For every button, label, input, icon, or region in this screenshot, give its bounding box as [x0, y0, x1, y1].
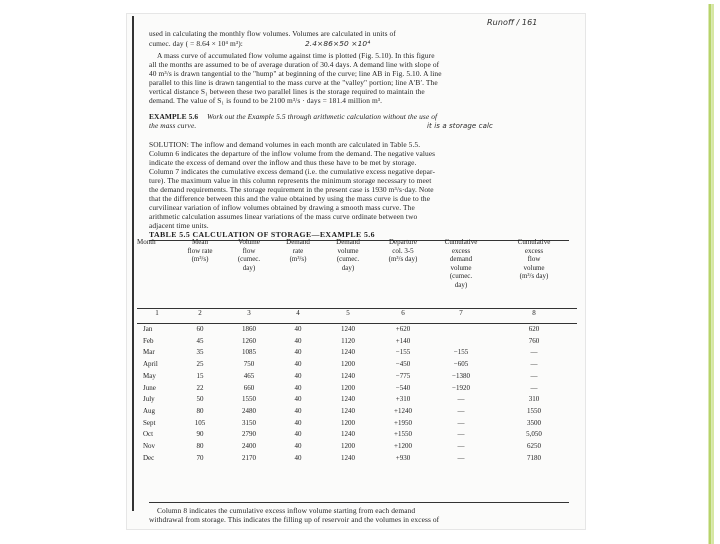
table-cell: 1860	[242, 325, 256, 333]
table-header-row	[137, 238, 577, 309]
handwritten-page-note: Runoff / 161	[487, 18, 538, 27]
column-header-line: rate	[292, 246, 304, 255]
table-cell: 2400	[242, 442, 256, 451]
paragraph-line: adjacent time units.	[149, 221, 209, 230]
table-cell: 1240	[341, 325, 355, 333]
table-column-number-row	[137, 309, 577, 324]
table-cell: −155	[453, 348, 469, 357]
table-cell: 40	[294, 336, 302, 345]
table-cell: —	[530, 348, 538, 357]
table-cell: +1550	[394, 430, 412, 439]
table-cell: 3500	[527, 418, 541, 427]
table-cell: 25	[196, 360, 204, 369]
table-cell: −540	[395, 383, 411, 392]
column-header-line: flow rate	[187, 246, 213, 255]
column-header-line: (cumec.	[449, 272, 473, 281]
table-cell	[431, 336, 491, 348]
table-cell: Jan	[143, 325, 153, 333]
table-cell: −450	[395, 360, 411, 369]
table-cell: 45	[196, 336, 204, 345]
paragraph-line: demand. The value of S₁ is found to be 2100 m³/s · days = 181.4 million m³.	[149, 96, 383, 105]
table-row	[137, 383, 577, 395]
table-cell: 40	[294, 348, 302, 357]
column-header-line: Volume	[238, 238, 260, 246]
scanned-page	[127, 14, 585, 529]
example-text: Work out the Example 5.5 through arithmetic calculation without the use of	[207, 112, 438, 121]
table-cell: 40	[294, 453, 302, 462]
paragraph-line: Column 6 indicates the departure of the inflow volume from the demand. The negative values	[149, 149, 436, 158]
column-header	[431, 238, 491, 309]
table-cell: 1120	[341, 336, 355, 345]
table-row	[137, 371, 577, 383]
column-header-line: (m³/s day)	[519, 272, 549, 281]
table-cell: 40	[294, 430, 302, 439]
table-cell: —	[457, 442, 465, 451]
table-cell: Sept	[143, 418, 156, 427]
column-header-line: Demand	[286, 238, 310, 246]
table-cell: +930	[395, 453, 411, 462]
table-cell: 1240	[341, 453, 355, 462]
table-cell: Dec	[143, 453, 155, 462]
column-header-line: day)	[341, 263, 355, 272]
column-header-line: demand	[449, 255, 473, 264]
table-cell: 6250	[527, 442, 541, 451]
table-cell: 7180	[527, 453, 541, 462]
paragraph-line: withdrawal from storage. This indicates the filling up of reservoir and the volumes in excess of	[149, 515, 440, 524]
table-cell: 760	[528, 336, 540, 345]
table-cell: 2170	[242, 453, 256, 462]
header-line: used in calculating the monthly flow volumes. Volumes are calculated in units of	[149, 29, 396, 38]
table-cell: —	[530, 360, 538, 369]
table-cell: Feb	[143, 336, 154, 345]
paragraph-line: all the months are assumed to be of average duration of 30.4 days. A demand line with slope of	[149, 60, 440, 69]
table-cell: 1240	[341, 348, 355, 357]
table-cell: 1200	[341, 442, 355, 451]
column-number: 5	[321, 309, 375, 324]
header-line: cumec. day ( = 8.64 × 10⁴ m³):	[149, 39, 243, 48]
table-cell: 60	[196, 325, 204, 333]
paragraph-line: vertical distance S₁ between these two parallel lines is the storage required to maintain the	[149, 87, 425, 96]
table-cell: —	[457, 430, 465, 439]
column-header-line: (m³/s)	[191, 255, 209, 264]
table-cell: −775	[395, 371, 411, 380]
table-cell: 1260	[242, 336, 256, 345]
table-cell: 40	[294, 325, 302, 333]
table-cell: May	[143, 371, 156, 380]
paragraph-line: parallel to this line is drawn tangential to the mass curve at the "valley" portion; line A′B′. The	[149, 78, 438, 87]
column-header	[223, 238, 275, 309]
table-cell: 1200	[341, 360, 355, 369]
table-cell: Mar	[143, 348, 155, 357]
column-number: 6	[375, 309, 431, 324]
column-number: 2	[177, 309, 223, 324]
table-cell: 1550	[242, 395, 256, 404]
column-header-line: (cumec.	[336, 255, 360, 264]
column-header-line: Cumulative	[444, 238, 478, 246]
table-cell: 1200	[341, 418, 355, 427]
table-cell: —	[457, 395, 465, 404]
table-cell: 2790	[242, 430, 256, 439]
column-header-line: volume	[337, 246, 359, 255]
table-cell: +1240	[394, 406, 412, 415]
column-header-line: volume	[523, 263, 545, 272]
table-cell: 40	[294, 360, 302, 369]
column-header-line: Demand	[336, 238, 360, 246]
table-cell: 660	[243, 383, 255, 392]
paragraph-line: the demand requirements. The storage requirement in the present case is 1930 m³/s·day. Note	[149, 185, 434, 194]
table-cell: Aug	[143, 406, 156, 415]
table-cell: +1200	[394, 442, 412, 451]
table-body	[137, 324, 577, 465]
page-margin-line	[132, 16, 134, 511]
column-header-line: Mean	[192, 238, 208, 246]
table-cell: 15	[196, 371, 204, 380]
column-header-line: flow	[527, 255, 541, 264]
paragraph-line: A mass curve of accumulated flow volume against time is plotted (Fig. 5.10). In this figure	[157, 51, 435, 60]
paragraph-line: arithmetic calculation assumes linear variations of the mass curve ordinate between two	[149, 212, 418, 221]
table-cell: 5,050	[526, 430, 542, 439]
column-header-line: col. 3-5	[392, 246, 414, 255]
table-cell: 1550	[527, 406, 541, 415]
paragraph-line: SOLUTION: The inflow and demand volumes in each month are calculated in Table 5.5.	[149, 140, 421, 149]
paragraph-line: 40 m³/s is drawn tangential to the "hump" at beginning of the curve; line AB in Fig. 5.10. A line	[149, 69, 442, 78]
table-cell: +310	[395, 395, 411, 404]
table-cell: Nov	[143, 442, 156, 451]
column-header	[321, 238, 375, 309]
paragraph-line: curvilinear variation of inflow volumes obtained by drawing a smooth mass curve. The	[149, 203, 415, 212]
table-cell: July	[143, 395, 155, 404]
table-cell: 465	[243, 371, 255, 380]
table-cell: 40	[294, 418, 302, 427]
table-cell: 70	[196, 453, 204, 462]
column-number: 8	[491, 309, 577, 324]
table-cell: 90	[196, 430, 204, 439]
table-cell: —	[457, 418, 465, 427]
table-bottom-rule	[149, 502, 569, 503]
table-caption: TABLE 5.5 CALCULATION OF STORAGE—EXAMPLE 5.6	[149, 230, 375, 239]
table-cell: 750	[243, 360, 255, 369]
example-label: EXAMPLE 5.6	[149, 112, 199, 121]
column-header-line: Cumulative	[517, 238, 551, 246]
table-cell: −155	[395, 348, 411, 357]
paragraph-line: that the difference between this and the value obtained by using the mass curve is due to the	[149, 194, 431, 203]
table-cell: June	[143, 383, 156, 392]
table-cell: 2480	[242, 406, 256, 415]
column-header-line: Departure	[389, 238, 417, 246]
table-row	[137, 429, 577, 441]
table-cell: +140	[395, 336, 411, 345]
paragraph-line: indicate the excess of demand over the inflow and thus these have to be met by storage.	[149, 158, 417, 167]
table-cell: 1085	[242, 348, 256, 357]
table-cell: −1380	[452, 371, 470, 380]
table-cell: 40	[294, 383, 302, 392]
column-header-line: excess	[451, 246, 471, 255]
table-cell: —	[457, 453, 465, 462]
table-cell	[431, 324, 491, 336]
table-row	[137, 441, 577, 453]
column-header-line: flow	[242, 246, 256, 255]
paragraph-line: Column 8 indicates the cumulative excess inflow volume starting from each demand	[157, 506, 416, 515]
column-header-line: (cumec.	[237, 255, 261, 264]
table-cell: —	[530, 371, 538, 380]
table-row	[137, 418, 577, 430]
table-row	[137, 347, 577, 359]
handwritten-calculation: 2.4×86×50 ×10⁴	[305, 39, 371, 48]
table-cell: 105	[194, 418, 206, 427]
table-cell: Oct	[143, 430, 154, 439]
table-cell: April	[143, 360, 158, 369]
table-cell: 40	[294, 371, 302, 380]
table-cell: 3150	[242, 418, 256, 427]
table-cell: 40	[294, 395, 302, 404]
table-cell: 1240	[341, 395, 355, 404]
column-header	[177, 238, 223, 309]
column-header	[137, 238, 177, 309]
table-row	[137, 453, 577, 465]
paragraph-line: Column 7 indicates the cumulative excess demand (i.e. the cumulative excess negative depar-	[149, 167, 436, 176]
column-header	[275, 238, 321, 309]
green-accent-decoration	[694, 4, 716, 544]
table-cell: −605	[453, 360, 469, 369]
column-header-line: day)	[242, 263, 256, 272]
table-row	[137, 406, 577, 418]
column-header	[375, 238, 431, 309]
handwritten-note: it is a storage calc	[427, 122, 493, 130]
column-header-line: (m³/s)	[289, 255, 307, 264]
column-number: 1	[137, 309, 177, 324]
example-text: the mass curve.	[149, 121, 197, 130]
column-header-line: Month	[137, 238, 156, 246]
table-cell: 620	[528, 325, 540, 333]
table-cell: −1920	[452, 383, 470, 392]
table-cell: 80	[196, 442, 204, 451]
table-cell: —	[457, 406, 465, 415]
column-header-line: excess	[524, 246, 544, 255]
paragraph-line: ture). The maximum value in this column represents the minimum storage necessary to meet	[149, 176, 432, 185]
column-header-line: (m³/s day)	[388, 255, 418, 264]
table-cell: —	[530, 383, 538, 392]
table-cell: 80	[196, 406, 204, 415]
table-cell: 40	[294, 406, 302, 415]
table-row	[137, 324, 577, 336]
table-cell: +1950	[394, 418, 412, 427]
table-row	[137, 336, 577, 348]
table-cell: 1200	[341, 383, 355, 392]
storage-table	[137, 238, 577, 464]
table-cell: 1240	[341, 430, 355, 439]
column-header-line: volume	[450, 263, 472, 272]
table-row	[137, 359, 577, 371]
table-cell: 310	[528, 395, 540, 404]
column-number: 4	[275, 309, 321, 324]
column-header	[491, 238, 577, 309]
table-cell: +620	[395, 325, 411, 333]
column-number: 3	[223, 309, 275, 324]
table-cell: 1240	[341, 406, 355, 415]
table-cell: 22	[196, 383, 204, 392]
column-number: 7	[431, 309, 491, 324]
table-row	[137, 394, 577, 406]
column-header-line: day)	[454, 280, 468, 289]
table-cell: 40	[294, 442, 302, 451]
table-cell: 1240	[341, 371, 355, 380]
table-cell: 50	[196, 395, 204, 404]
table-cell: 35	[196, 348, 204, 357]
